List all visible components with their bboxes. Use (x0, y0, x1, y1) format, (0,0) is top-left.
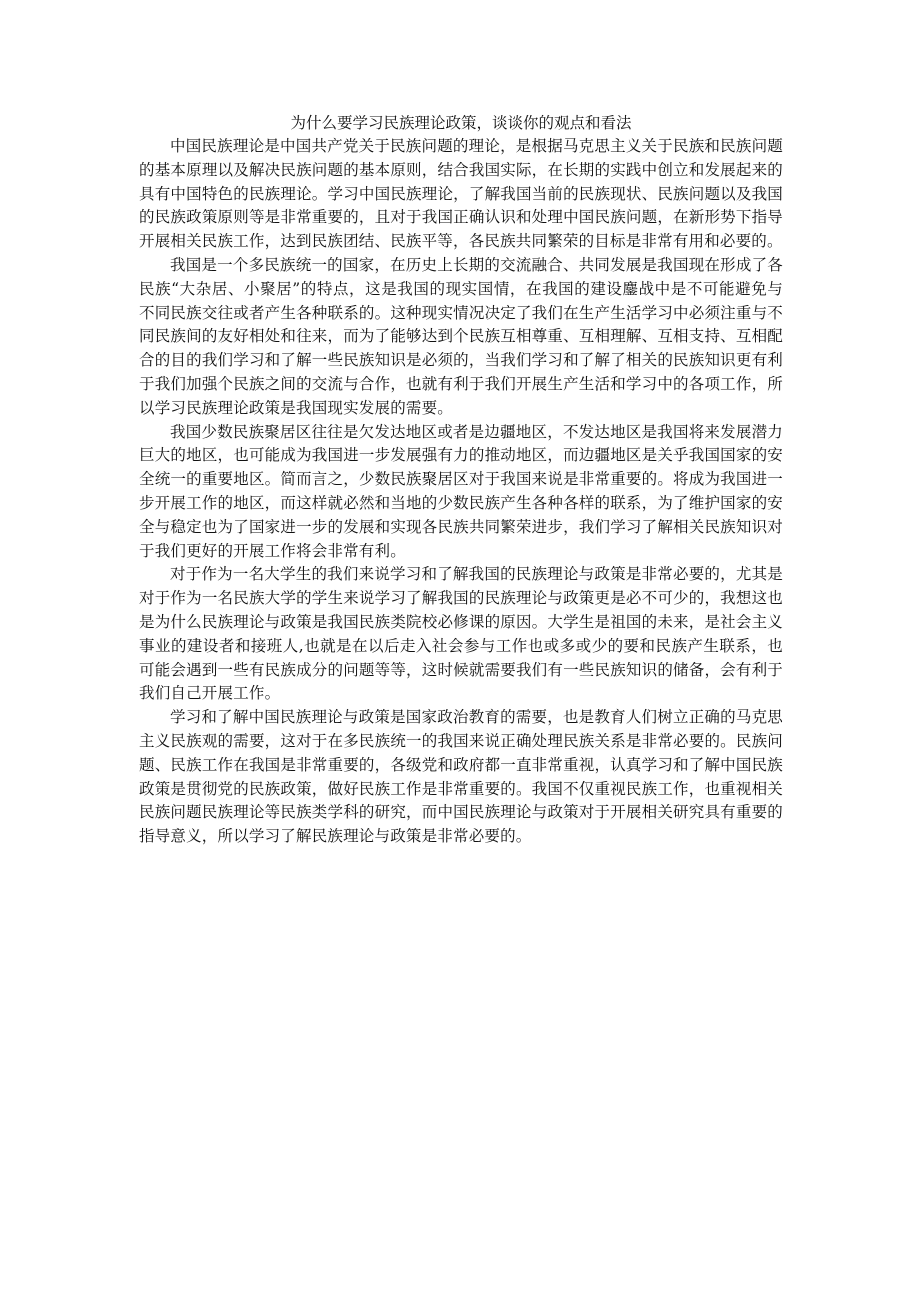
paragraph-3: 我国少数民族聚居区往往是欠发达地区或者是边疆地区，不发达地区是我国将来发展潜力巨大的地区，也可能成为我国进一步发展强有力的推动地区，而边疆地区是关乎我国国家的安全统一的重要地区。简而言之，少数民族聚居区对于我国来说是非常重要的。将成为我国进一步开展工作的地区，而这样就必然和当地的少数民族产生各种各样的联系，为了维护国家的安全与稳定也为了国家进一步的发展和实现各民族共同繁荣进步，我们学习了解相关民族知识对于我们更好的开展工作将会非常有利。 (139, 422, 783, 560)
document-body (139, 111, 783, 849)
paragraph-1: 中国民族理论是中国共产党关于民族问题的理论，是根据马克思主义关于民族和民族问题的基本原理以及解决民族问题的基本原则，结合我国实际，在长期的实践中创立和发展起来的具有中国特色的民族理论。学习中国民族理论，了解我国当前的民族现状、民族问题以及我国的民族政策原则等是非常重要的，且对于我国正确认识和处理中国民族问题，在新形势下指导开展相关民族工作，达到民族团结、民族平等，各民族共同繁荣的目标是非常有用和必要的。 (139, 137, 783, 251)
paragraph-5: 学习和了解中国民族理论与政策是国家政治教育的需要，也是教育人们树立正确的马克思主义民族观的需要，这对于在多民族统一的我国来说正确处理民族关系是非常必要的。民族问题、民族工作在我国是非常重要的，各级党和政府都一直非常重视，认真学习和了解中国民族政策是贯彻党的民族政策，做好民族工作是非常重要的。我国不仅重视民族工作，也重视相关民族问题民族理论等民族类学科的研究，而中国民族理论与政策对于开展相关研究具有重要的指导意义，所以学习了解民族理论与政策是非常必要的。 (139, 708, 783, 846)
paragraph-4: 对于作为一名大学生的我们来说学习和了解我国的民族理论与政策是非常必要的，尤其是对于作为一名民族大学的学生来说学习了解我国的民族理论与政策更是必不可少的，我想这也是为什么民族理论与政策是我国民族类院校必修课的原因。大学生是祖国的未来，是社会主义事业的建设者和接班人,也就是在以后走入社会参与工作也或多或少的要和民族产生联系，也可能会遇到一些有民族成分的问题等等，这时候就需要我们有一些民族知识的储备，会有利于我们自己开展工作。 (139, 565, 783, 703)
paragraph-2: 我国是一个多民族统一的国家，在历史上长期的交流融合、共同发展是我国现在形成了各民族“大杂居、小聚居”的特点，这是我国的现实国情，在我国的建设鏖战中是不可能避免与不同民族交往或者产生各种联系的。这种现实情况决定了我们在生产生活学习中必须注重与不同民族间的友好相处和往来，而为了能够达到个民族互相尊重、互相理解、互相支持、互相配合的目的我们学习和了解一些民族知识是必须的，当我们学习和了解了相关的民族知识更有利于我们加强个民族之间的交流与合作，也就有利于我们开展生产生活和学习中的各项工作，所以学习民族理论政策是我国现实发展的需要。 (139, 255, 783, 417)
document-title: 为什么要学习民族理论政策，谈谈你的观点和看法 (290, 114, 632, 132)
